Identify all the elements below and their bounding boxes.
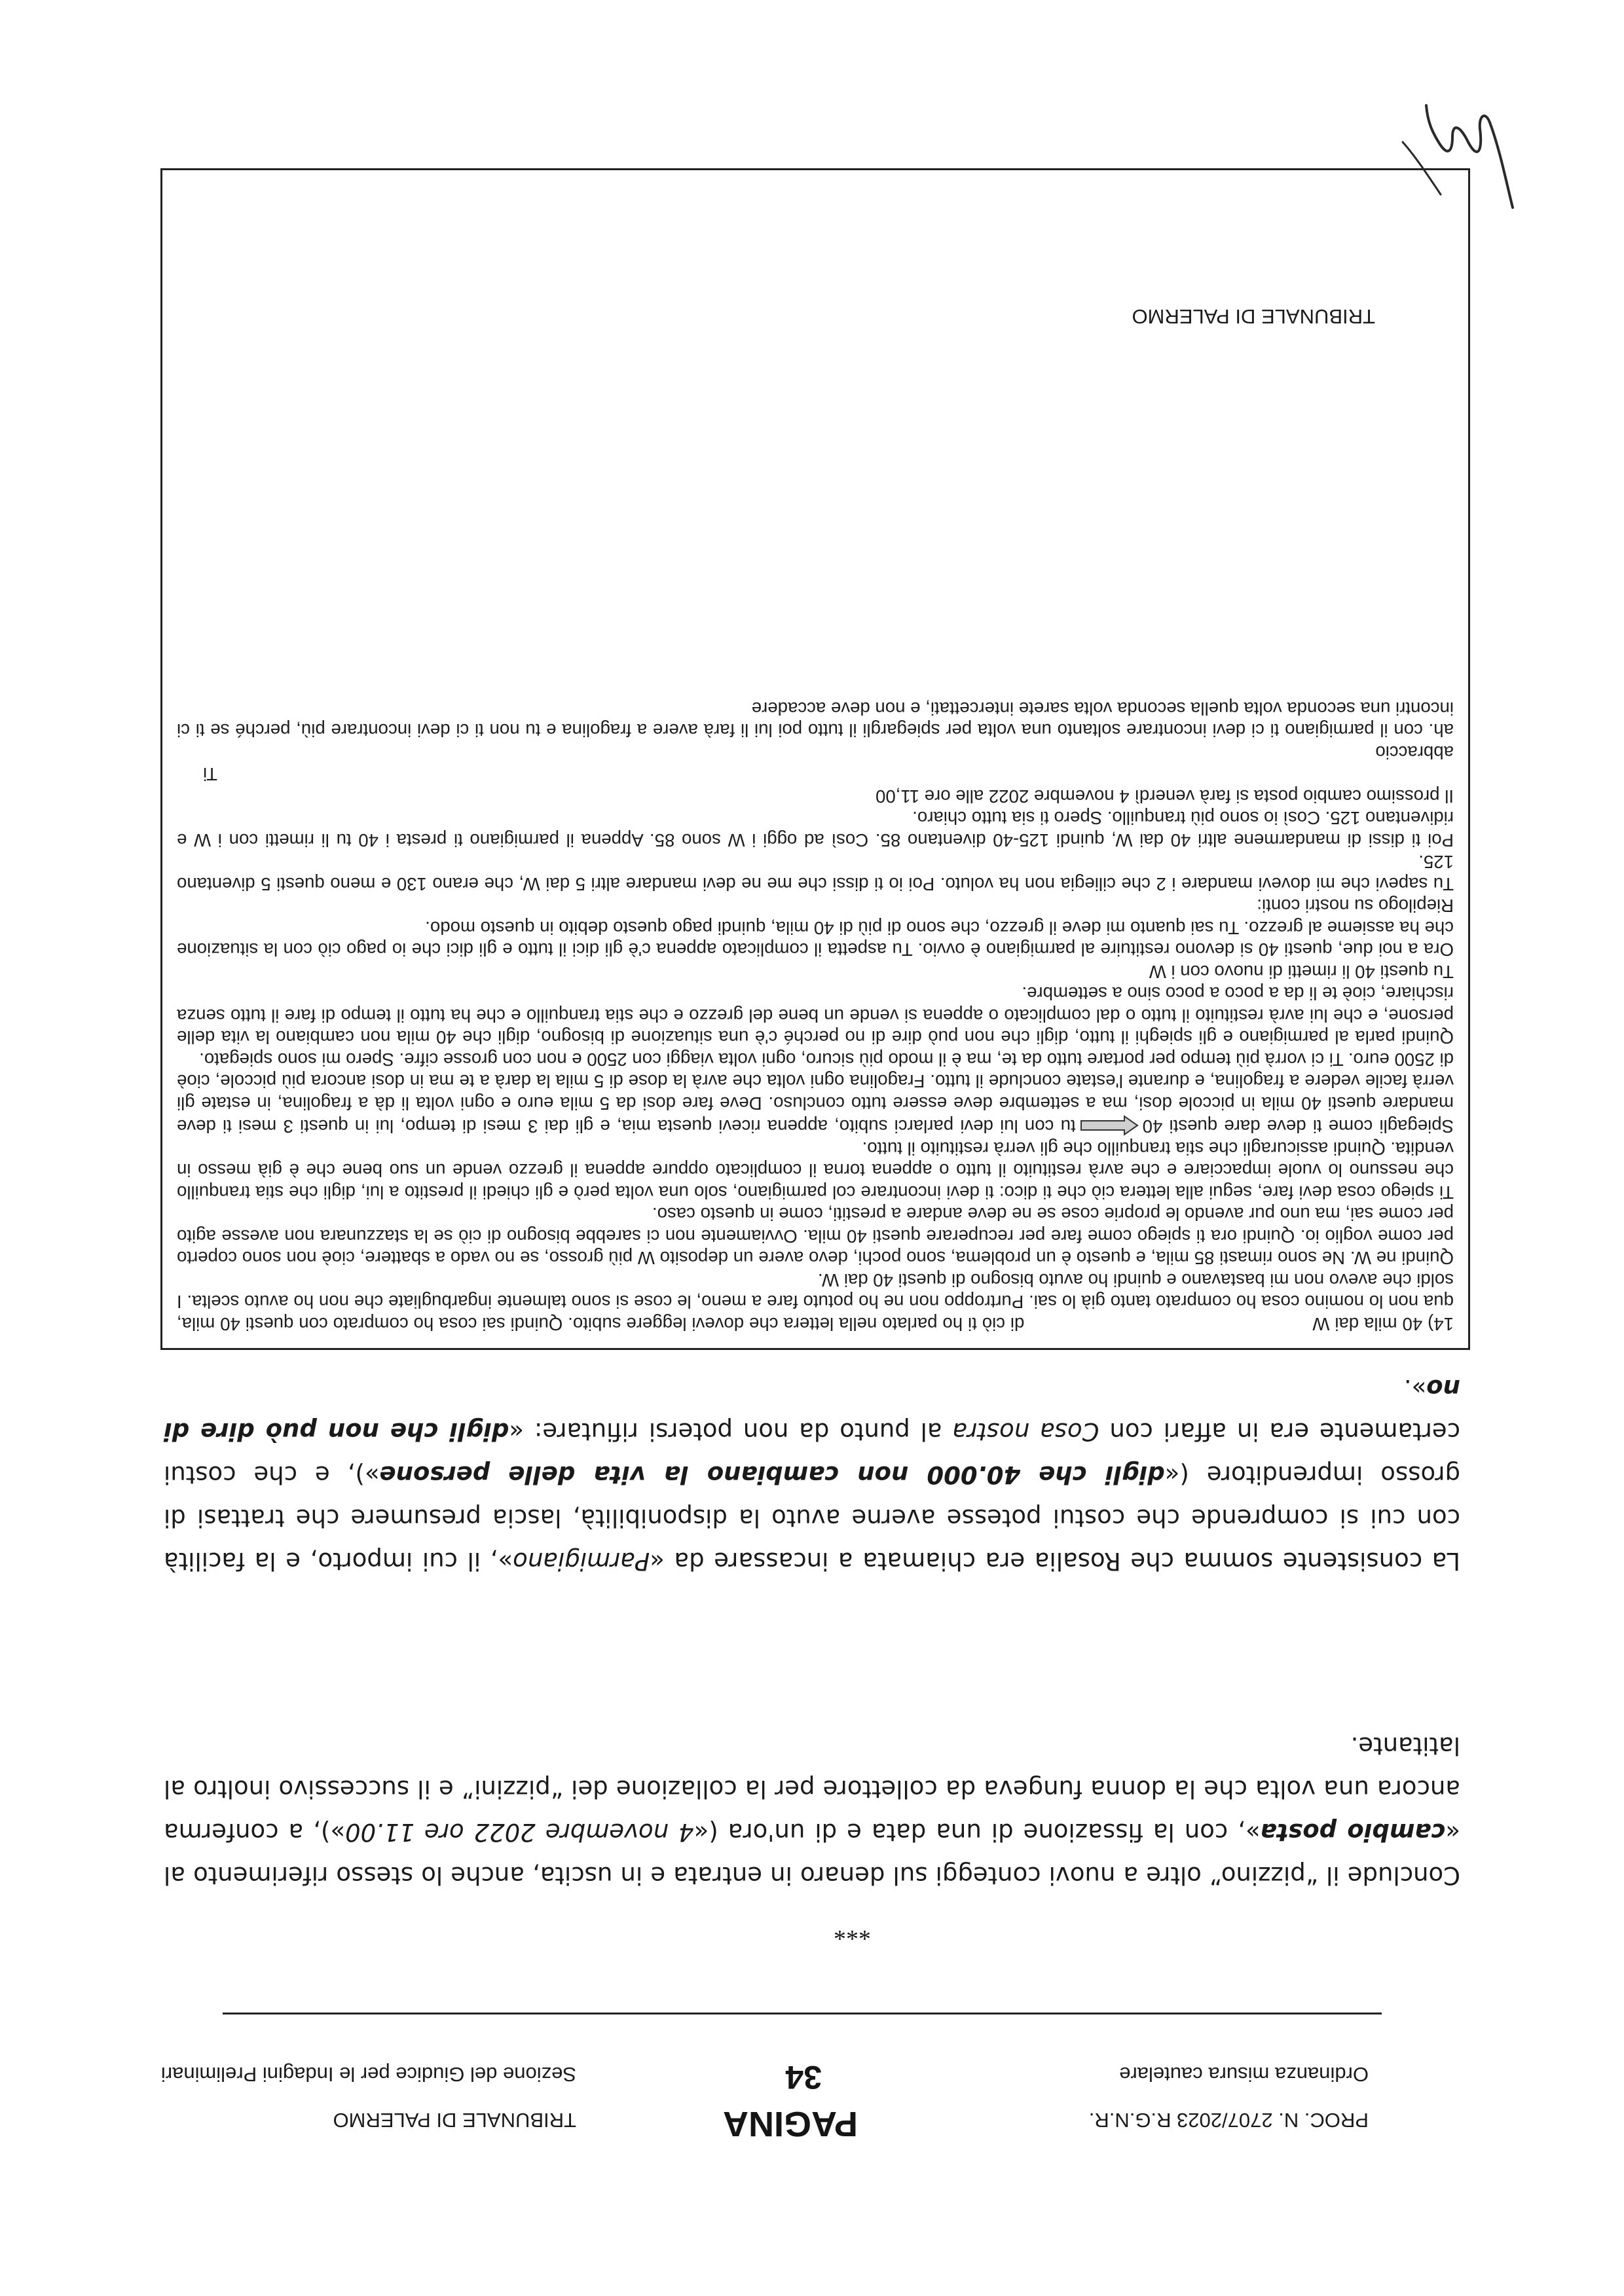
court-name-label: TRIBUNALE DI PALERMO — [333, 2109, 576, 2132]
parmigiano-text-c: »), e che costui certamente era in affari con — [164, 1417, 1460, 1489]
conclusion-text-c: »), a conferma ancora una volta che la donna fungeva da collettore per la collazione dei “pizzini” e il successivo inoltro al latitante. — [164, 1732, 1460, 1846]
cosa-nostra: Cosa nostra — [952, 1417, 1099, 1446]
quote-paragraph: Quindi ne W. Ne sono rimasti 85 mila, e questo è un problema, sono pochi, devo avere un deposito W più grosso, se no vado a sbattere, cioè non sono coperto per come voglio io. Quindi ora ti spiego come fare per recuperare questi 40 mila. Ovviamente non ci sarebbe bisogno di ciò se la stazzunara non avesse agito per come sai, ma uno pur avendo le proprie cose se ne deve andare a prestiti, come in questo caso. — [177, 1204, 1454, 1269]
quote-paragraph: Poi ti dissi di mandarmene altri 40 dai W, quindi 125-40 diventano 85. Così ad oggi i W sono 85. Appena il parmigiano ti presta i 40 tu li rimetti con i W e ridiventano 125. Così io sono più tranquillo. Spero ti sia tutto chiaro. — [177, 808, 1454, 850]
pagina-label: PAGINA — [722, 2104, 858, 2143]
quote-paragraph: Il prossimo cambio posta si farà venerdì 4 novembre 2022 alle ore 11,00 — [876, 786, 1454, 807]
quote-closing-abbraccio: abbraccio — [1375, 742, 1454, 763]
quote-paragraph: Riepilogo su nostri conti: — [1257, 896, 1454, 917]
quote-item-14-text: di ciò ti ho parlato nella lettera che dovevi leggere subito. Quindi sai cosa ho comprato con questi 40 mila, qua non lo nomino cosa ho comprato tanto già lo sai. Purtroppo non ne ho potuto fare a meno, le cose si sono talmente ingarbugliate che non ho avuto scelta. I soldi che avevo non mi bastavano e quindi ho avuto bisogno di questi 40 dai W. — [177, 1270, 1454, 1334]
parmigiano-text-e: ». — [1403, 1374, 1427, 1402]
conclusion-text-a: Conclude il “pizzino” oltre a nuovi conteggi sul denaro in entrata e in uscita, anche lo stesso riferimento al « — [164, 1818, 1460, 1889]
document-type: Ordinanza misura cautelare — [1119, 2063, 1369, 2086]
body-paragraph-conclusion — [164, 1724, 1460, 1897]
quote-postscript: ah. con il parmigiano ti ci devi incontrare soltanto una volta per spiegargli il tutto poi lui li farà avere a fragolina e tu non ti ci devi incontrare più, perché se ti ci incontri una seconda volta quella seconda volta sarete intercettati, e non deve accadere — [177, 698, 1454, 741]
header-rule — [223, 2013, 1382, 2014]
parmigiano-quote-2: digli che non può dire di no — [164, 1374, 1460, 1446]
parmigiano-quote: digli che 40.000 non cambiano la vita delle persone — [379, 1461, 1165, 1489]
quote-paragraph: Ti spiego cosa devi fare, segui alla lettera ciò che ti dico: ti devi incontrare col parmigiano, solo una volta però e gli chiedi il prestito a lui, digli che stia tranquillo che nessuno lo vuole impacciare e che avrà restituito il tutto o appena torna il complicato oppure appena il grezzo vende un suo bene che è già messo in vendita. Quindi assicuragli che stia tranquillo che gli verrà restituito il tutto. — [177, 1139, 1454, 1203]
quote-closing-ti: Ti — [203, 764, 217, 785]
arrow-left-icon — [1080, 1114, 1139, 1137]
quote-p4-a: Spiegagli come ti deve dare questi 40 — [1142, 1116, 1454, 1137]
parmigiano-text-b: », il cui importo, e la facilità con cui si comprende che costui potesse averne avuto la disponibilità, lascia presumere che trattasi di grosso imprenditore (« — [164, 1461, 1460, 1575]
parmigiano-name: Parmigiano — [513, 1547, 650, 1575]
section-separator: *** — [834, 1918, 871, 1945]
court-name: TRIBUNALE DI PALERMO — [1132, 305, 1375, 328]
pizzino-quote-box — [160, 168, 1470, 1350]
quote-paragraph-arrow — [177, 1048, 1454, 1137]
parmigiano-text-a: La consistente somma che Rosalia era chiamata a incassare da « — [650, 1547, 1460, 1575]
quote-paragraph: Quindi parla al parmigiano e gli spieghi il tutto, digli che non può dire di no perché c'è una situazione di bisogno, digli che 40 mila non cambiano la vita delle persone, e che lui avrà restituito il tutto o dal complicato o appena si vende un bene del grezzo e che stia tranquillo e che ha tutto il tempo di fare il tutto senza rischiare, cioè te li da a poco a poco sino a settembre. — [177, 983, 1454, 1048]
page-number: 34 — [785, 2059, 822, 2096]
body-paragraph-parmigiano — [164, 1366, 1460, 1582]
quote-item-14: 14) 40 mila dai W — [1312, 1314, 1454, 1334]
conclusion-date: 4 novembre 2022 ore 11.00 — [345, 1818, 694, 1846]
quote-paragraph: Tu questi 40 li rimetti di nuovo con i W — [1149, 961, 1454, 982]
quote-p4-b: tu con lui devi parlarci subito, appena ricevi questa mia, e gli dai 3 mesi di tempo, lui in questi 3 mesi ti deve mandare questi 40 mila in piccole dosi, ma a settembre deve essere tutto concluso. Deve fare dosi da 5 mila euro e ogni volta li dà a fragolina, in estate gli verrà facile vedere a fragolina, e durante l'estate conclude il tutto. Fragolina ogni volta che avrà la dose di 5 mila la darà a te ma in dosi ancora più piccole, cioè di 2500 euro. Ti ci vorrà più tempo per portare tutto da te, ma è il modo più sicuro, ogni volta viaggi con 2500 e non con grosse cifre. Spero mi sono spiegato. — [177, 1049, 1454, 1137]
conclusion-text-b: », con la fissazione di una data e di un'ora (« — [693, 1818, 1261, 1846]
handwritten-signature — [1395, 96, 1526, 221]
conclusion-cambio-posta: cambio posta — [1260, 1818, 1446, 1846]
quote-line-1 — [177, 1269, 1454, 1336]
section-name: Sezione del Giudice per le Indagini Preliminari — [160, 2063, 576, 2086]
page-header — [0, 2021, 1624, 2296]
proceeding-number: PROC. N. 2707/2023 R.G.N.R. — [1088, 2109, 1369, 2132]
quote-paragraph: Tu sapevi che mi dovevi mandare i 2 che ciliegia non ha voluto. Poi io ti dissi che me ne devi mandare altri 5 dai W, che erano 130 e meno questi 5 diventano 125. — [177, 852, 1454, 894]
parmigiano-text-d: al punto da non potersi rifiutare: « — [509, 1417, 953, 1446]
quote-paragraph: Ora a noi due, questi 40 si devono restituire al parmigiano è ovvio. Tu aspetta il complicato appena c'è gli dici il tutto e gli dici che io pago ciò con la situazione che ha assieme al grezzo. Tu sai quanto mi deve il grezzo, che sono di più di 40 mila, quindi pago questo debito in questo modo. — [177, 917, 1454, 960]
